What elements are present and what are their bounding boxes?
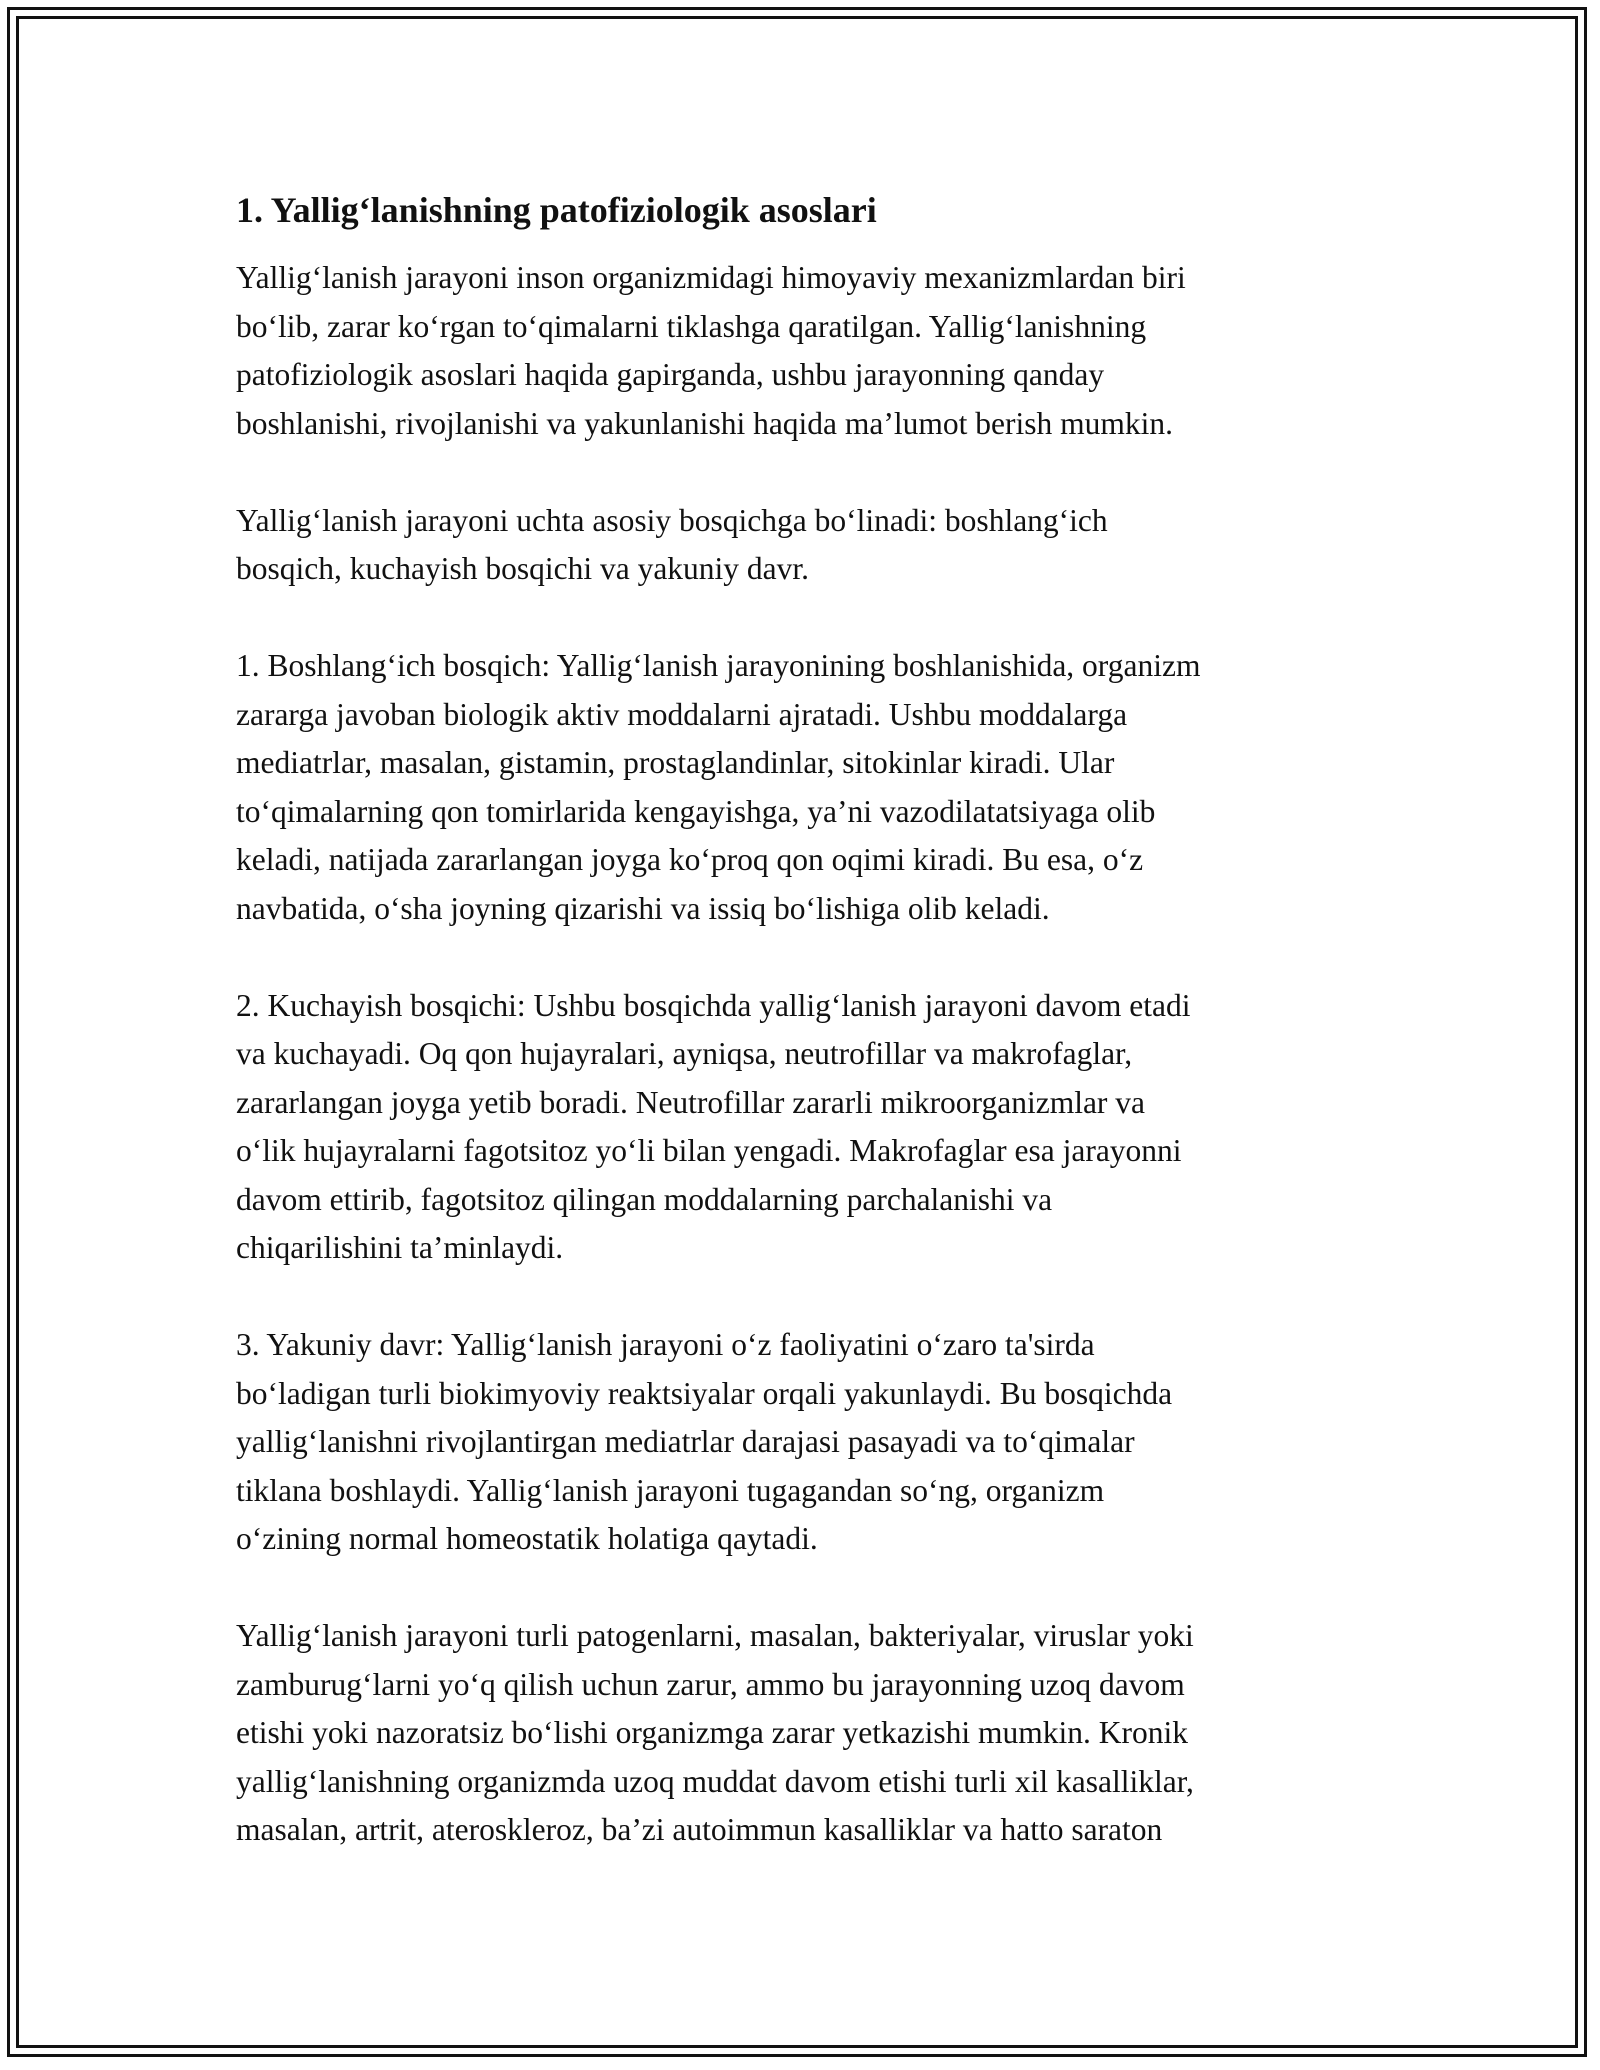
text-line: bo‘ladigan turli biokimyoviy reaktsiyalar orqali yakunlaydi. Bu bosqichda <box>236 1375 1173 1411</box>
paragraph-stage-intensification <box>236 982 1386 1273</box>
text-line: chiqarilishini ta’minlaydi. <box>236 1230 564 1265</box>
paragraph-intro <box>236 254 1386 448</box>
text-line: davom ettirib, fagotsitoz qilingan moddalarning parchalanishi va <box>236 1181 1053 1217</box>
document-page <box>236 186 1386 1855</box>
text-line: yallig‘lanishni rivojlantirgan mediatrlar darajasi pasayadi va to‘qimalar <box>236 1424 1135 1459</box>
text-line: etishi yoki nazoratsiz bo‘lishi organizmga zarar yetkazishi mumkin. Kronik <box>236 1715 1189 1750</box>
section-heading: 1. Yallig‘lanishning patofiziologik asoslari <box>236 190 877 230</box>
text-line: Yallig‘lanish jarayoni inson organizmidagi himoyaviy mexanizmlardan biri <box>236 260 1186 295</box>
text-line: navbatida, o‘sha joyning qizarishi va issiq bo‘lishiga olib keladi. <box>236 890 1050 926</box>
text-line: o‘zining normal homeostatik holatiga qaytadi. <box>236 1521 818 1556</box>
text-line: va kuchayadi. Oq qon hujayralari, ayniqsa, neutrofillar va makrofaglar, <box>236 1036 1133 1071</box>
paragraph-stages-overview <box>236 497 1386 594</box>
text-line: patofiziologik asoslari haqida gapirganda, ushbu jarayonning qanday <box>236 357 1105 392</box>
paragraph-stage-final <box>236 1321 1386 1564</box>
text-line: zamburug‘larni yo‘q qilish uchun zarur, ammo bu jarayonning uzoq davom <box>236 1666 1185 1702</box>
paragraph-chronic-inflammation <box>236 1612 1386 1855</box>
text-line: tiklana boshlaydi. Yallig‘lanish jarayoni tugagandan so‘ng, organizm <box>236 1472 1105 1508</box>
text-line: bosqich, kuchayish bosqichi va yakuniy davr. <box>236 551 810 586</box>
text-line: yallig‘lanishning organizmda uzoq muddat davom etishi turli xil kasalliklar, <box>236 1763 1194 1799</box>
text-line: Yallig‘lanish jarayoni uchta asosiy bosqichga bo‘linadi: boshlang‘ich <box>236 502 1108 538</box>
text-line: boshlanishi, rivojlanishi va yakunlanishi haqida ma’lumot berish mumkin. <box>236 405 1174 441</box>
paragraph-stage-initial <box>236 642 1386 933</box>
text-line: o‘lik hujayralarni fagotsitoz yo‘li bilan yengadi. Makrofaglar esa jarayonni <box>236 1133 1182 1168</box>
text-line: zararlangan joyga yetib boradi. Neutrofillar zararli mikroorganizmlar va <box>236 1084 1146 1120</box>
text-line: 2. Kuchayish bosqichi: Ushbu bosqichda yallig‘lanish jarayoni davom etadi <box>236 987 1191 1023</box>
text-line: Yallig‘lanish jarayoni turli patogenlarni, masalan, bakteriyalar, viruslar yoki <box>236 1618 1194 1653</box>
text-line: mediatrlar, masalan, gistamin, prostaglandinlar, sitokinlar kiradi. Ular <box>236 745 1115 780</box>
text-line: 3. Yakuniy davr: Yallig‘lanish jarayoni o‘z faoliyatini o‘zaro ta'sirda <box>236 1327 1095 1362</box>
text-line: bo‘lib, zarar ko‘rgan to‘qimalarni tiklashga qaratilgan. Yallig‘lanishning <box>236 308 1147 344</box>
text-line: keladi, natijada zararlangan joyga ko‘proq qon oqimi kiradi. Bu esa, o‘z <box>236 842 1144 877</box>
text-line: zararga javoban biologik aktiv moddalarni ajratadi. Ushbu moddalarga <box>236 696 1128 732</box>
text-line: to‘qimalarning qon tomirlarida kengayishga, ya’ni vazodilatatsiyaga olib <box>236 793 1156 829</box>
text-line: masalan, artrit, ateroskleroz, ba’zi autoimmun kasalliklar va hatto saraton <box>236 1812 1163 1847</box>
text-line: 1. Boshlang‘ich bosqich: Yallig‘lanish jarayonining boshlanishida, organizm <box>236 648 1201 683</box>
